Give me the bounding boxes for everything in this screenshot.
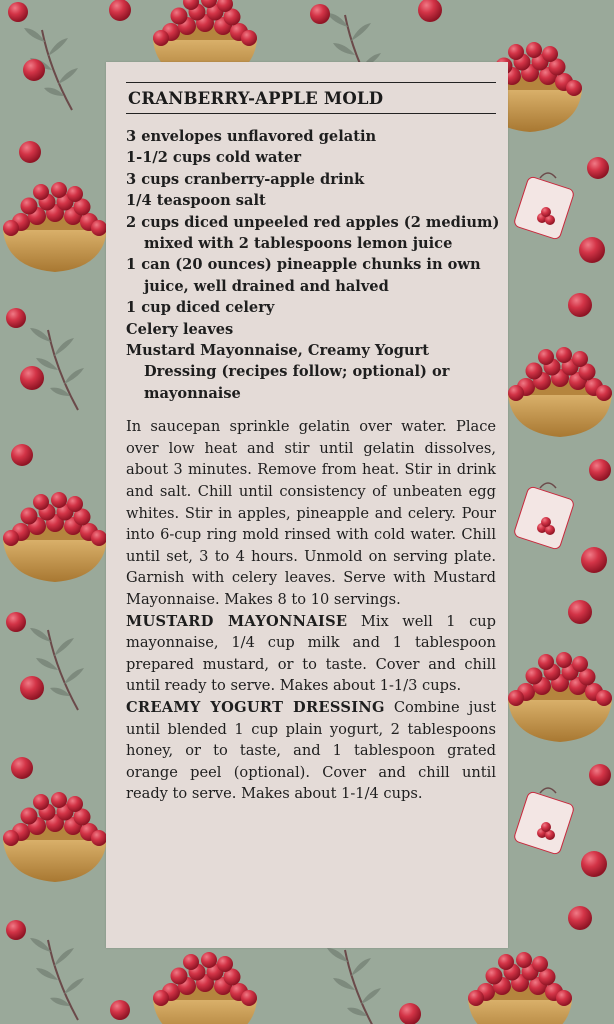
yogurt-dressing-heading: CREAMY YOGURT DRESSING: [126, 699, 385, 716]
mustard-mayonnaise-text: Mix well 1 cup mayonnaise, 1/4 cup milk and 1 tablespoon prepared mustard, or to taste. Cover and chill until ready to serve. Makes about 1-1/3 cups.: [126, 612, 497, 695]
ingredient-item: 1 cup diced celery: [126, 299, 275, 317]
recipe-content: [126, 82, 500, 805]
recipe-card: [106, 62, 508, 948]
ingredient-item: 1-1/2 cups cold water: [126, 149, 302, 167]
yogurt-dressing-text: Combine just until blended 1 cup plain yogurt, 2 tablespoons honey, or to taste, and 1 tablespoon grated orange peel (optional). Cover and chill until ready to serve. Makes about 1-1/4 cups.: [126, 699, 496, 803]
title-bottom-rule: [126, 113, 496, 114]
ingredient-item: 3 cups cranberry-apple drink: [126, 170, 365, 188]
ingredient-list: [126, 126, 500, 404]
mustard-mayonnaise-paragraph: [126, 611, 496, 697]
title-top-rule: [126, 82, 496, 83]
ingredient-item: Mustard Mayonnaise, Creamy Yogurt Dressing (recipes follow; optional) or mayonnaise: [126, 342, 450, 402]
directions-paragraph: In saucepan sprinkle gelatin over water. Place over low heat and stir until gelatin dissolves, about 3 minutes. Remove from heat. Stir in drink and salt. Chill until consistency of unbeaten egg whites. Stir in apples, pineapple and celery. Pour into 6-cup ring mold rinsed with cold water. Chill until set, 3 to 4 hours. Unmold on serving plate. Garnish with celery leaves. Serve with Mustard Mayonnaise. Makes 8 to 10 servings.: [126, 418, 496, 609]
ingredient-item: 3 envelopes unflavored gelatin: [126, 128, 377, 145]
ingredient-item: 1/4 teaspoon salt: [126, 192, 266, 210]
mustard-mayonnaise-heading: MUSTARD MAYONNAISE: [126, 612, 348, 630]
ingredient-item: 2 cups diced unpeeled red apples (2 medium) mixed with 2 tablespoons lemon juice: [126, 213, 500, 253]
ingredient-item: 1 can (20 ounces) pineapple chunks in own juice, well drained and halved: [126, 256, 481, 295]
recipe-title: CRANBERRY-APPLE MOLD: [128, 89, 384, 108]
ingredient-item: Celery leaves: [126, 320, 234, 338]
yogurt-dressing-paragraph: [126, 697, 496, 805]
